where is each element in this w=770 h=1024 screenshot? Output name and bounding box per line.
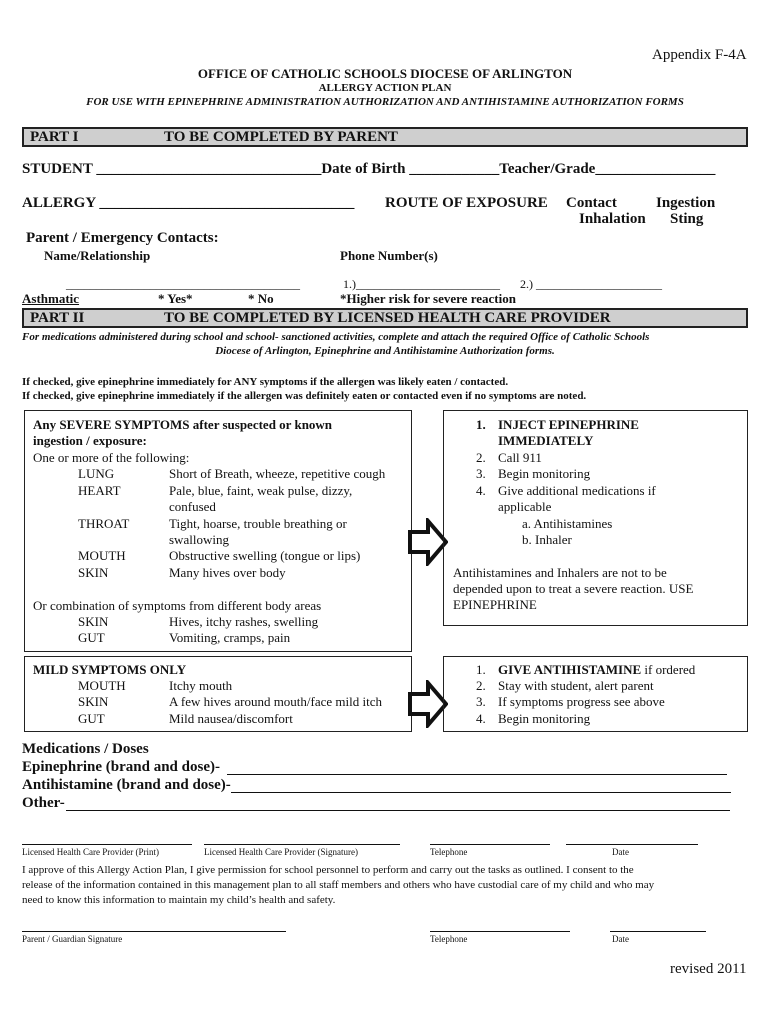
student-line[interactable]: STUDENT ______________________________Date of Birth ____________Teacher/Grade________________: [22, 161, 716, 177]
route-inhalation[interactable]: Inhalation: [579, 211, 646, 227]
mild-action-4-num: 4.: [476, 711, 486, 726]
mild-site-gut: GUT: [78, 711, 105, 726]
mild-action-3: If symptoms progress see above: [498, 694, 665, 709]
severe-action-2: Call 911: [498, 450, 542, 465]
severe-symptoms-box: [24, 410, 412, 652]
asthmatic-label: Asthmatic: [22, 291, 80, 306]
approval-line-3: need to know this information to maintain my child’s health and safety.: [22, 894, 336, 906]
combo-site-skin: SKIN: [78, 614, 109, 629]
part1-label: PART I: [30, 129, 79, 145]
severe-action-3-num: 3.: [476, 466, 486, 481]
other-medication-input[interactable]: [66, 810, 730, 811]
mild-actions-box: [443, 656, 748, 732]
guardian-date-line[interactable]: [610, 931, 706, 932]
provider-print-line[interactable]: [22, 844, 192, 845]
combo-desc-skin: Hives, itchy rashes, swelling: [169, 614, 319, 629]
antihistamine-input[interactable]: [231, 792, 731, 793]
provider-print-label: Licensed Health Care Provider (Print): [22, 847, 159, 857]
mild-action-1-bold: GIVE ANTIHISTAMINE: [498, 662, 642, 677]
severe-heading-line2: ingestion / exposure:: [33, 433, 147, 448]
for-use-subtitle: FOR USE WITH EPINEPHRINE ADMINISTRATION AUTHORIZATION AND ANTIHISTAMINE AUTHORIZATION FORMS: [86, 96, 684, 108]
phone1-line[interactable]: 1.)________________________: [343, 277, 500, 291]
office-heading: OFFICE OF CATHOLIC SCHOOLS DIOCESE OF ARLINGTON: [197, 66, 573, 81]
severe-action-2-num: 2.: [476, 450, 486, 465]
severe-heading-line1: Any SEVERE SYMPTOMS after suspected or known: [33, 417, 333, 432]
mild-symptoms-box: [24, 656, 412, 732]
combo-desc-gut: Vomiting, cramps, pain: [169, 630, 291, 645]
parent-contacts-heading: Parent / Emergency Contacts:: [26, 230, 219, 246]
part2-label: PART II: [30, 310, 85, 326]
provider-date-line[interactable]: [566, 844, 698, 845]
guardian-telephone-label: Telephone: [430, 934, 468, 944]
revised-label: revised 2011: [670, 961, 747, 977]
approval-line-2: release of the information contained in this management plan to all staff members and others who have custodial care of my child and who may: [22, 879, 655, 891]
severe-intro: One or more of the following:: [33, 450, 190, 465]
severe-site-mouth: MOUTH: [78, 548, 126, 563]
guardian-signature-label: Parent / Guardian Signature: [22, 934, 123, 944]
mild-desc-mouth: Itchy mouth: [169, 678, 233, 693]
provider-signature-label: Licensed Health Care Provider (Signature): [204, 847, 358, 857]
appendix-label: Appendix F-4A: [652, 47, 747, 63]
phone2-line[interactable]: 2.) _____________________: [520, 277, 662, 291]
part2-note-line2: Diocese of Arlington, Epinephrine and Antihistamine Authorization forms.: [215, 345, 555, 357]
provider-date-label: Date: [612, 847, 629, 857]
provider-signature-line[interactable]: [204, 844, 400, 845]
severe-combo-heading: Or combination of symptoms from different body areas: [33, 598, 322, 613]
contact-name-line[interactable]: _______________________________________: [66, 277, 300, 291]
guardian-date-label: Date: [612, 934, 629, 944]
mild-site-skin: SKIN: [78, 694, 109, 709]
severe-action-4: Give additional medications if: [498, 483, 656, 498]
mild-heading: MILD SYMPTOMS ONLY: [33, 662, 187, 677]
severe-note-line2: depended upon to treat a severe reaction. USE: [453, 581, 694, 596]
part2-bar: [22, 308, 748, 328]
mild-action-4: Begin monitoring: [498, 711, 591, 726]
plan-title: ALLERGY ACTION PLAN: [318, 82, 452, 94]
other-medication-label: Other-: [22, 795, 65, 811]
name-relationship-label: Name/Relationship: [44, 248, 151, 263]
mild-action-1: [498, 662, 695, 678]
severe-action-3: Begin monitoring: [498, 466, 591, 481]
severe-desc-throat: Tight, hoarse, trouble breathing or: [169, 516, 347, 531]
mild-desc-skin: A few hives around mouth/face mild itch: [169, 694, 383, 709]
severe-action-4-num: 4.: [476, 483, 486, 498]
checked-instruction-1: If checked, give epinephrine immediately for ANY symptoms if the allergen was likely eaten / contacted.: [22, 376, 509, 388]
provider-telephone-line[interactable]: [430, 844, 550, 845]
route-ingestion[interactable]: Ingestion: [656, 195, 716, 211]
part1-title: TO BE COMPLETED BY PARENT: [164, 129, 398, 145]
checked-instruction-2: If checked, give epinephrine immediately if the allergen was definitely eaten or contacted even if no symptoms are noted.: [22, 390, 587, 402]
severe-desc-skin: Many hives over body: [169, 565, 286, 580]
mild-desc-gut: Mild nausea/discomfort: [169, 711, 293, 726]
severe-desc-throat-2: swallowing: [169, 532, 229, 547]
mild-action-1-rest: if ordered: [641, 662, 696, 677]
epinephrine-input[interactable]: [227, 774, 727, 775]
severe-note-line3: EPINEPHRINE: [453, 597, 537, 612]
mild-action-2: Stay with student, alert parent: [498, 678, 654, 693]
severe-site-throat: THROAT: [78, 516, 130, 531]
allergy-line[interactable]: ALLERGY __________________________________: [22, 195, 355, 211]
severe-note-line1: Antihistamines and Inhalers are not to be: [453, 565, 667, 580]
severe-desc-heart-2: confused: [169, 499, 216, 514]
route-of-exposure-label: ROUTE OF EXPOSURE: [385, 195, 548, 211]
higher-risk-note: *Higher risk for severe reaction: [340, 291, 516, 306]
right-arrow-icon: [408, 518, 448, 566]
mild-action-1-num: 1.: [476, 662, 486, 677]
severe-site-heart: HEART: [78, 483, 121, 498]
severe-action-sub-a: a. Antihistamines: [522, 516, 613, 531]
epinephrine-label: Epinephrine (brand and dose)-: [22, 759, 220, 775]
part2-note-line1: For medications administered during school and school- sanctioned activities, complete and attach the required Office of Catholic Schools: [22, 331, 650, 343]
severe-desc-heart: Pale, blue, faint, weak pulse, dizzy,: [169, 483, 353, 498]
route-contact[interactable]: Contact: [566, 195, 617, 211]
asthmatic-yes-option[interactable]: * Yes*: [158, 291, 193, 306]
combo-site-gut: GUT: [78, 630, 105, 645]
route-sting[interactable]: Sting: [670, 211, 704, 227]
mild-action-3-num: 3.: [476, 694, 486, 709]
phone-numbers-label: Phone Number(s): [340, 248, 438, 263]
guardian-telephone-line[interactable]: [430, 931, 570, 932]
severe-desc-lung: Short of Breath, wheeze, repetitive cough: [169, 466, 386, 481]
part2-title: TO BE COMPLETED BY LICENSED HEALTH CARE PROVIDER: [164, 310, 611, 326]
severe-actions-box: [443, 410, 748, 626]
right-arrow-icon: [408, 680, 448, 728]
part1-bar: [22, 127, 748, 147]
asthmatic-no-option[interactable]: * No: [248, 291, 274, 306]
severe-action-1-num: 1.: [476, 417, 486, 432]
provider-telephone-label: Telephone: [430, 847, 468, 857]
severe-action-1: INJECT EPINEPHRINE: [498, 417, 639, 432]
severe-site-lung: LUNG: [78, 466, 115, 481]
severe-site-skin: SKIN: [78, 565, 109, 580]
severe-action-1-cont: IMMEDIATELY: [498, 433, 594, 448]
medications-heading: Medications / Doses: [22, 741, 149, 757]
guardian-signature-line[interactable]: [22, 931, 286, 932]
mild-action-2-num: 2.: [476, 678, 486, 693]
mild-site-mouth: MOUTH: [78, 678, 126, 693]
severe-action-sub-b: b. Inhaler: [522, 532, 572, 547]
severe-desc-mouth: Obstructive swelling (tongue or lips): [169, 548, 361, 563]
approval-line-1: I approve of this Allergy Action Plan, I give permission for school personnel to perform and carry out the tasks as outlined. I consent to the: [22, 864, 634, 876]
antihistamine-label: Antihistamine (brand and dose)-: [22, 777, 231, 793]
severe-action-4-cont: applicable: [498, 499, 552, 514]
